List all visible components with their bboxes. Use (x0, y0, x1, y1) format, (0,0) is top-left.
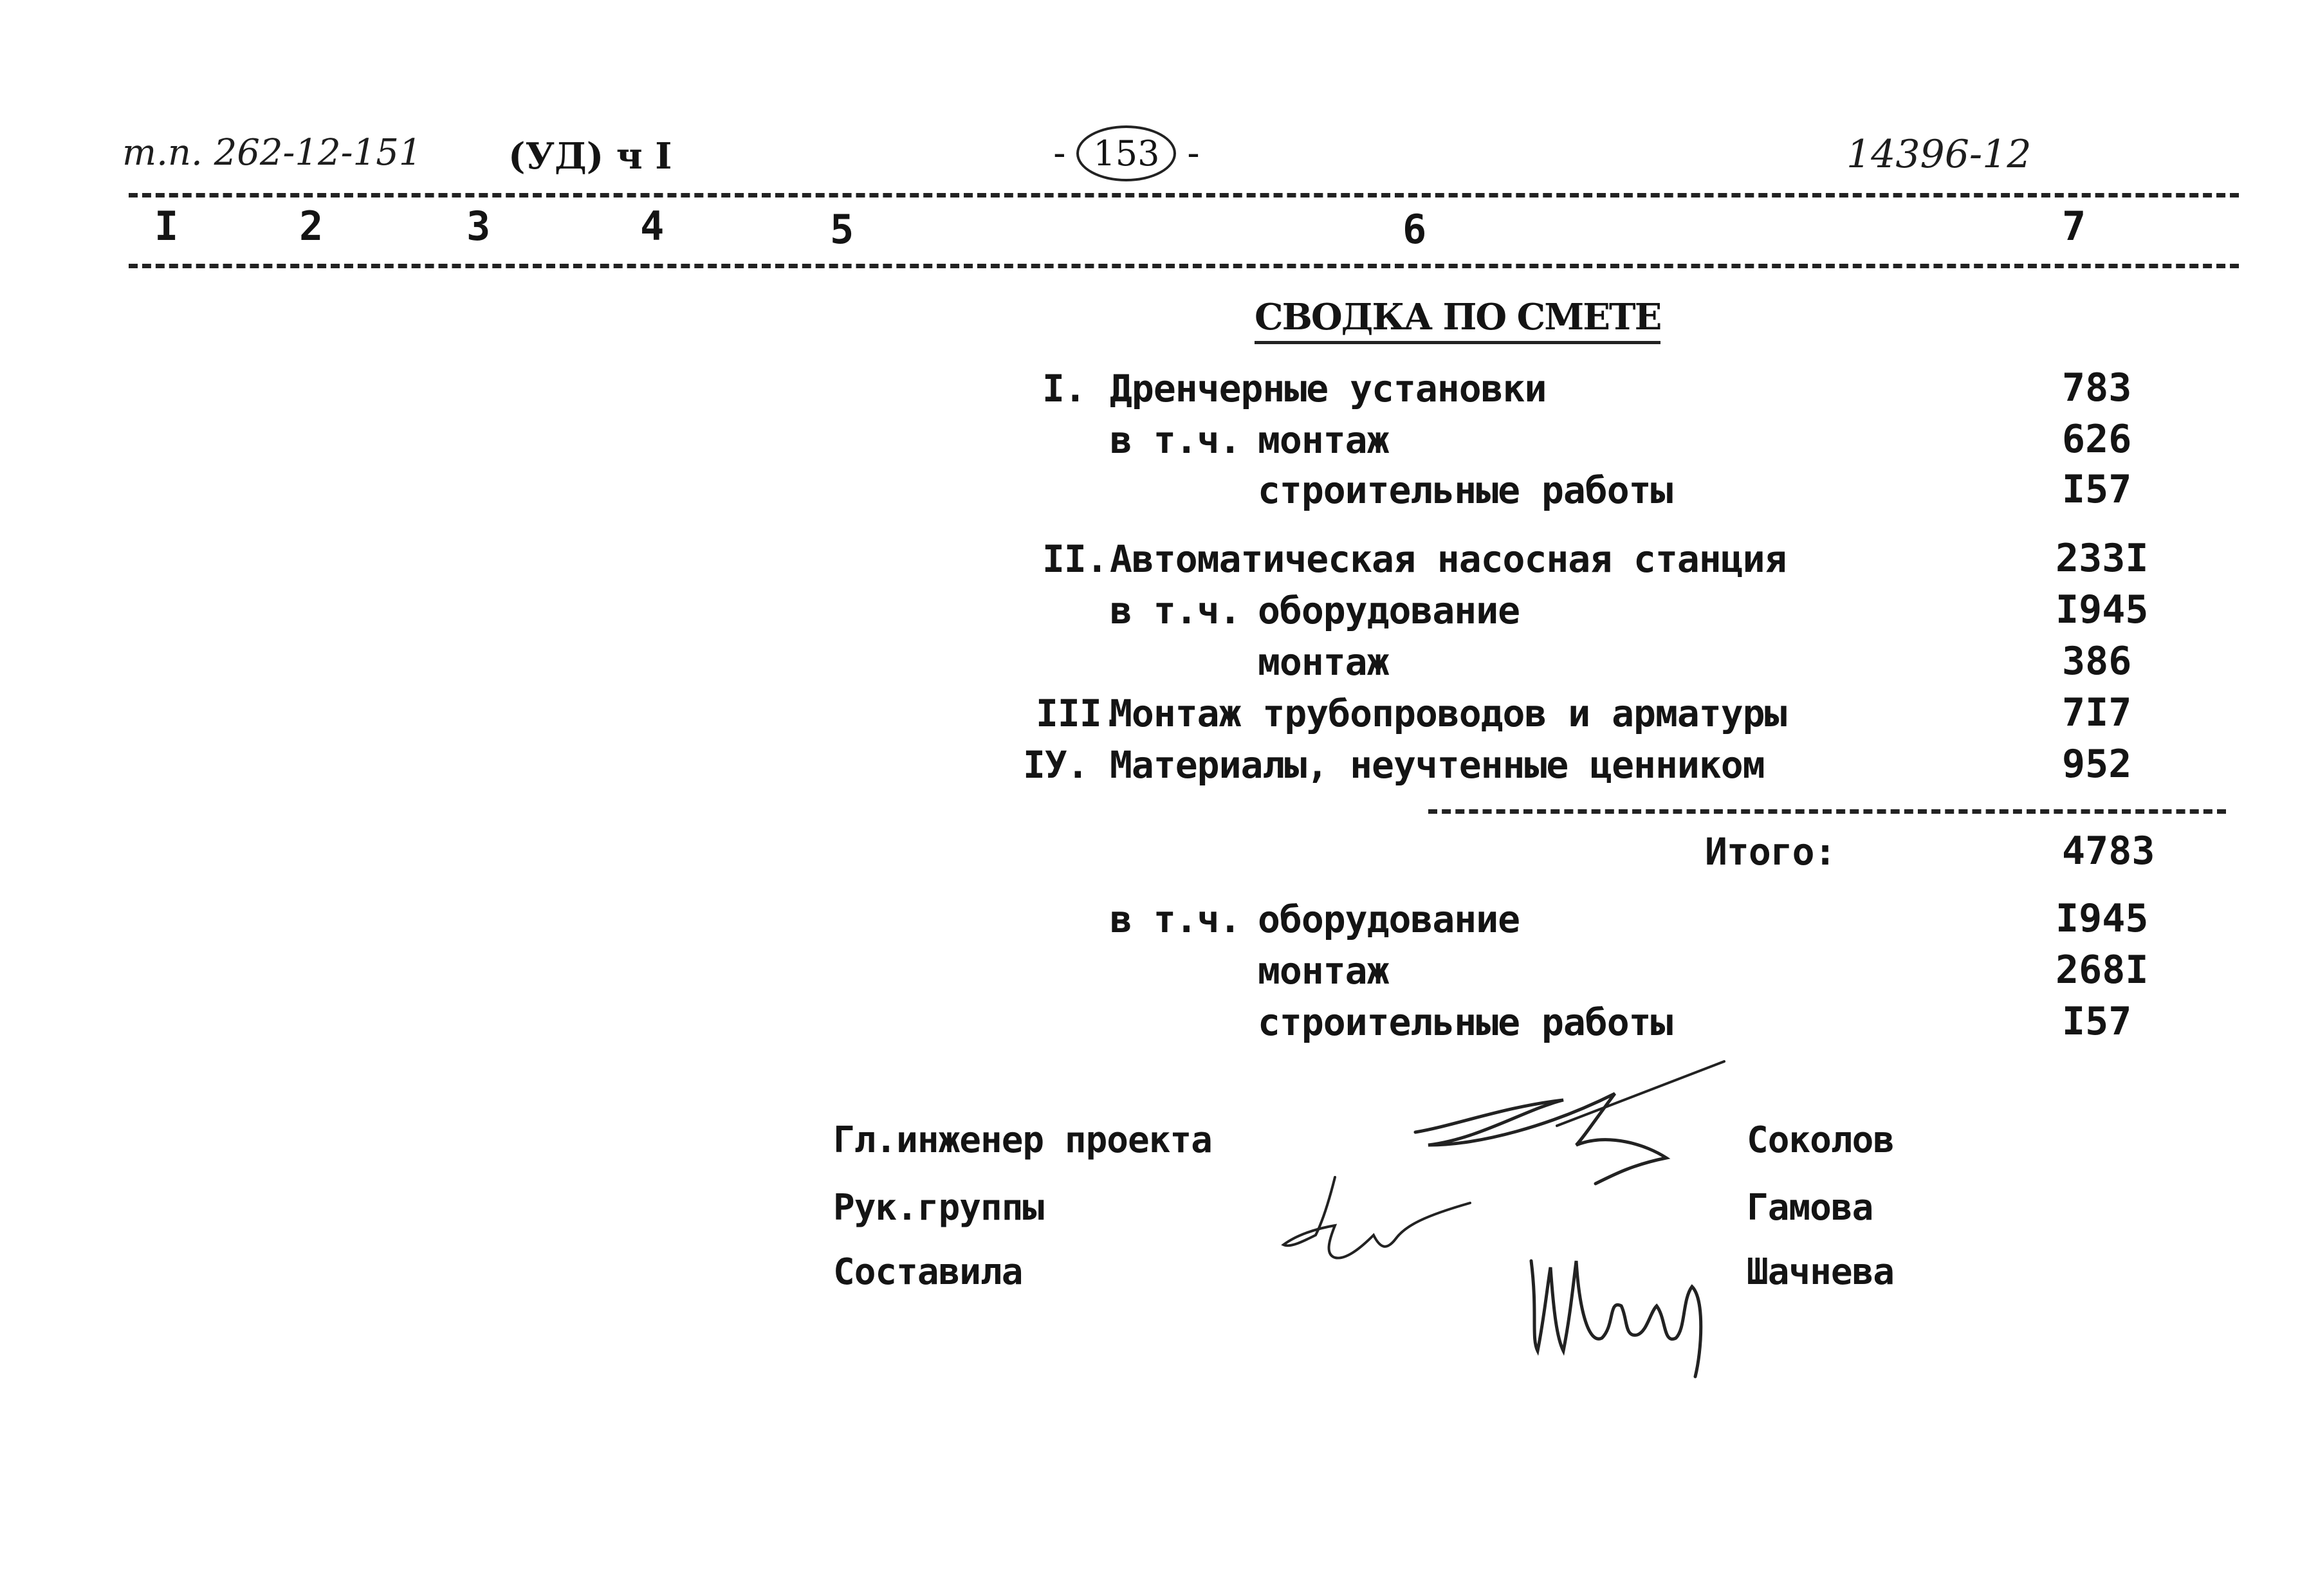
column-number-4: 4 (640, 203, 665, 250)
total-breakdown-2-label: монтаж (1258, 949, 1389, 993)
row-1-value: 783 (2062, 365, 2132, 410)
column-header-bottom-line (129, 264, 2239, 268)
column-number-1: I (154, 203, 179, 250)
row-4-value: 233I (2056, 536, 2149, 581)
signature-name-3: Шачнева (1747, 1251, 1895, 1293)
row-6-value: 386 (2062, 639, 2132, 684)
row-8-label: Материалы, неучтенные ценником (1110, 743, 1765, 787)
archive-code: 14396-12 (1846, 132, 2032, 177)
row-6-label: монтаж (1258, 640, 1389, 684)
signature-scribble-compiler (1518, 1222, 1737, 1390)
row-4-number: II. (1042, 537, 1108, 581)
signature-scribble-group-lead (1277, 1164, 1483, 1274)
row-8-number: IУ. (1023, 743, 1089, 787)
column-number-5: 5 (830, 206, 854, 253)
total-breakdown-1-prefix: в т.ч. (1110, 897, 1241, 941)
total-breakdown-3-label: строительные работы (1258, 1000, 1673, 1044)
column-number-2: 2 (299, 203, 324, 250)
summary-title: СВОДКА ПО СМЕТЕ (1255, 296, 1660, 344)
page-number-stamp (1049, 125, 1692, 181)
row-5-prefix: в т.ч. (1110, 589, 1241, 632)
total-separator-line (1428, 809, 2226, 814)
row-1-number: I. (1042, 367, 1086, 410)
page-number-dash-left: - (1049, 133, 1071, 174)
signature-name-1: Соколов (1747, 1119, 1895, 1161)
signature-role-2: Рук.группы (833, 1187, 1044, 1229)
row-1-label: Дренчерные установки (1110, 367, 1547, 410)
row-2-label: монтаж (1258, 418, 1389, 462)
row-4-label: Автоматическая насосная станция (1110, 537, 1787, 581)
row-2-prefix: в т.ч. (1110, 418, 1241, 462)
column-number-7: 7 (2062, 203, 2086, 250)
row-3-label: строительные работы (1258, 468, 1673, 512)
column-number-3: 3 (466, 203, 491, 250)
row-7-number: III. (1036, 692, 1123, 735)
row-7-label: Монтаж трубопроводов и арматуры (1110, 692, 1787, 735)
total-breakdown-1-label: оборудование (1258, 897, 1520, 941)
column-header-top-line (129, 193, 2239, 197)
page-number: 153 (1076, 125, 1176, 181)
row-8-value: 952 (2062, 742, 2132, 787)
signature-name-2: Гамова (1747, 1187, 1873, 1229)
column-number-6: 6 (1403, 206, 1427, 253)
total-label: Итого: (1705, 830, 1836, 874)
row-2-value: 626 (2062, 417, 2132, 462)
row-7-value: 7I7 (2062, 690, 2132, 735)
signature-role-3: Составила (833, 1251, 1023, 1293)
total-value: 4783 (2062, 829, 2155, 874)
doc-reference: т.п. 262-12-151 (122, 132, 422, 174)
total-breakdown-2-value: 268I (2056, 948, 2149, 993)
row-5-label: оборудование (1258, 589, 1520, 632)
row-5-value: I945 (2056, 587, 2149, 632)
row-3-value: I57 (2062, 467, 2132, 512)
total-breakdown-1-value: I945 (2056, 896, 2149, 941)
total-breakdown-3-value: I57 (2062, 999, 2132, 1044)
signature-role-1: Гл.инженер проекта (833, 1119, 1212, 1161)
album-reference: (УД) ч I (508, 135, 672, 178)
page-number-dash-right: - (1182, 133, 1204, 174)
